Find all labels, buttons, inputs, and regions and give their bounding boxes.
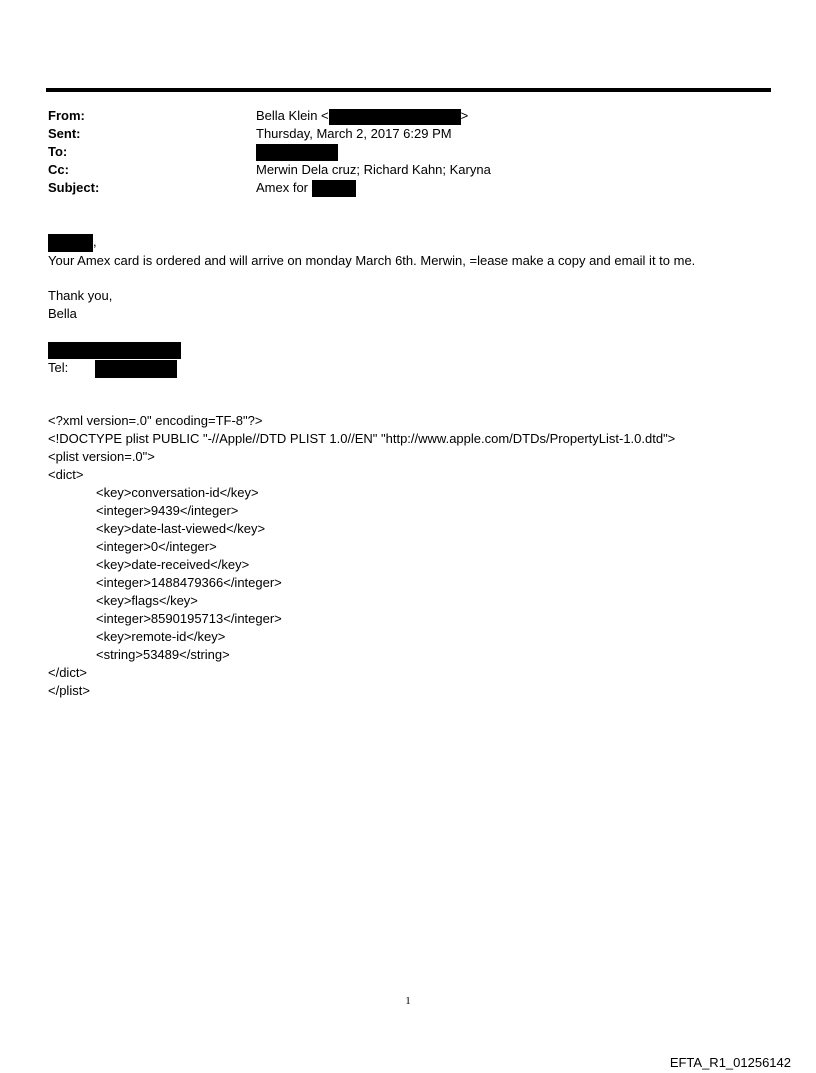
tel-label: Tel: (48, 360, 69, 375)
from-label: From: (48, 108, 85, 123)
greeting (48, 233, 97, 252)
plist-line: <string>53489</string> (96, 647, 230, 662)
plist-line: <integer>1488479366</integer> (96, 575, 282, 590)
redaction-box (95, 360, 177, 378)
plist-line: <?xml version=.0" encoding=TF-8"?> (48, 413, 263, 428)
page-number: 1 (405, 995, 411, 1007)
redaction-box (48, 234, 93, 252)
redaction-box (329, 109, 461, 125)
greeting-suffix: , (93, 234, 97, 249)
plist-line: <key>date-last-viewed</key> (96, 521, 266, 536)
cc-label: Cc: (48, 162, 69, 177)
signature-redaction (48, 341, 181, 359)
to-label: To: (48, 144, 68, 159)
redaction-box (48, 342, 181, 359)
plist-line: <!DOCTYPE plist PUBLIC "-//Apple//DTD PLIST 1.0//EN" "http://www.apple.com/DTDs/PropertyList-1.0.dtd"> (48, 431, 676, 446)
plist-line: </dict> (48, 665, 88, 680)
plist-line: <dict> (48, 467, 84, 482)
plist-line: <key>flags</key> (96, 593, 198, 608)
plist-block (48, 412, 675, 700)
document-id: EFTA_R1_01256142 (669, 1055, 791, 1070)
redaction-box (256, 144, 338, 161)
header-rule (46, 88, 771, 92)
redaction-box (312, 180, 356, 197)
plist-line: <integer>8590195713</integer> (96, 611, 282, 626)
subject-text: Amex for (256, 180, 309, 195)
from-value (256, 107, 468, 125)
from-name: Bella Klein < (256, 108, 329, 123)
sent-value: Thursday, March 2, 2017 6:29 PM (256, 126, 452, 141)
plist-line: </plist> (48, 683, 90, 698)
subject-label: Subject: (48, 180, 100, 195)
tel-row (48, 359, 177, 378)
plist-line: <key>date-received</key> (96, 557, 250, 572)
sent-label: Sent: (48, 126, 81, 141)
from-close: > (460, 108, 469, 123)
cc-value: Merwin Dela cruz; Richard Kahn; Karyna (256, 162, 491, 177)
plist-line: <integer>9439</integer> (96, 503, 239, 518)
thanks-line: Thank you, (48, 288, 113, 303)
message-line: Your Amex card is ordered and will arrive on monday March 6th. Merwin, =lease make a copy and email it to me. (48, 253, 696, 268)
plist-line: <plist version=.0"> (48, 449, 155, 464)
plist-line: <integer>0</integer> (96, 539, 217, 554)
plist-line: <key>conversation-id</key> (96, 485, 259, 500)
plist-line: <key>remote-id</key> (96, 629, 226, 644)
to-value (256, 143, 338, 161)
signoff-line: Bella (48, 306, 77, 321)
subject-value (256, 179, 356, 197)
